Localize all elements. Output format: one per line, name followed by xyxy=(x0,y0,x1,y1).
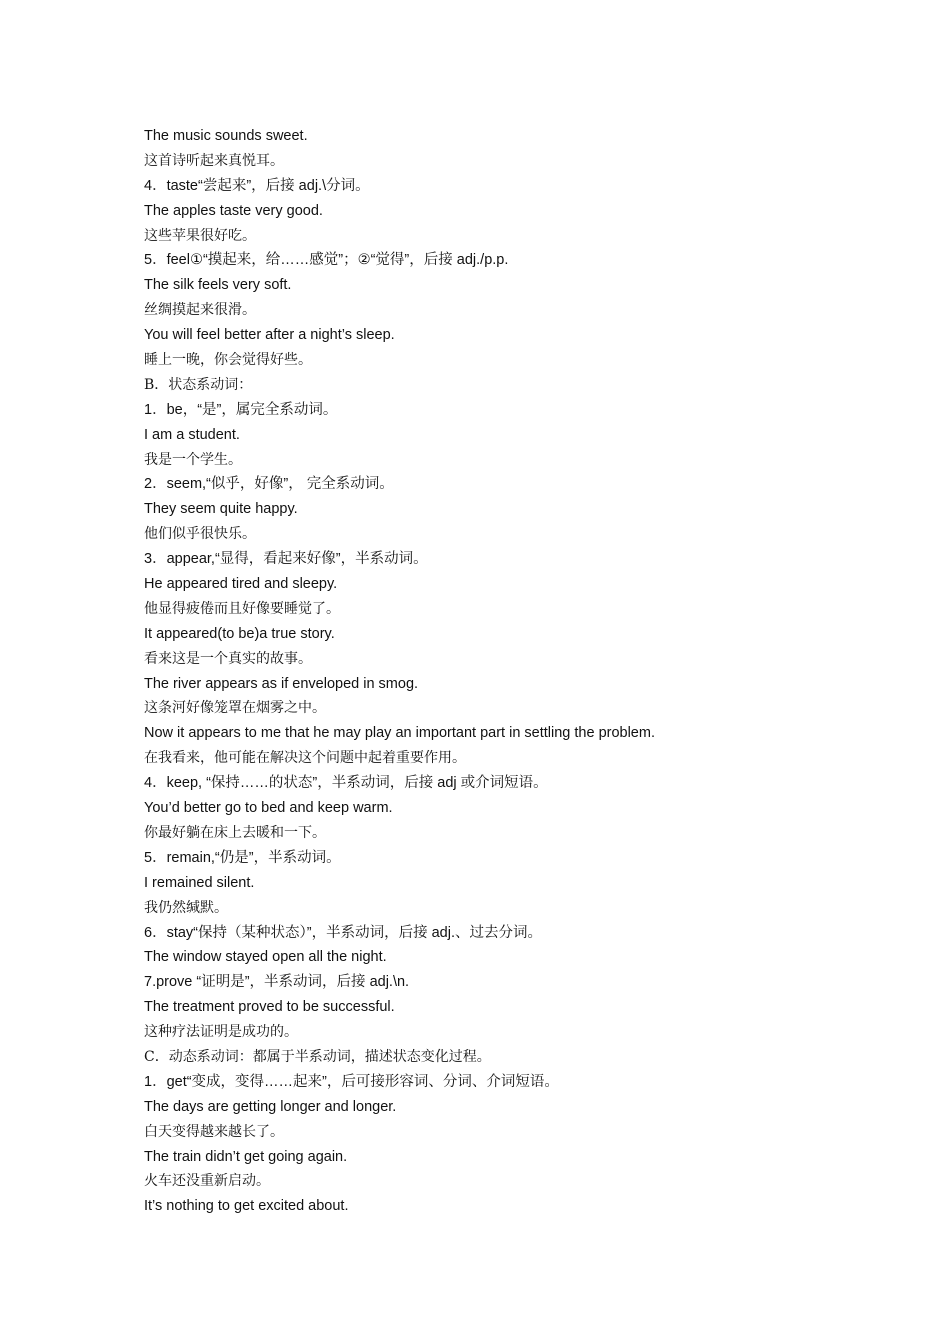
text-line: 5．feel①“摸起来，给……感觉”；②“觉得”，后接 adj./p.p. xyxy=(144,252,509,269)
text-line: The treatment proved to be successful. xyxy=(144,999,395,1016)
text-line: 3．appear,“显得，看起来好像”，半系动词。 xyxy=(144,551,428,568)
text-line: They seem quite happy. xyxy=(144,501,298,518)
text-line: The river appears as if enveloped in smog. xyxy=(144,675,419,692)
text-line: 丝绸摸起来很滑。 xyxy=(144,302,256,319)
text-line: 我仍然缄默。 xyxy=(144,899,228,916)
text-line: C．动态系动词：都属于半系动词，描述状态变化过程。 xyxy=(144,1048,491,1065)
text-line: 4．taste“尝起来”，后接 adj.\分词。 xyxy=(144,177,370,194)
text-line: 这些苹果很好吃。 xyxy=(144,227,256,244)
text-line: 他们似乎很快乐。 xyxy=(144,526,256,543)
text-line: It appeared(to be)a true story. xyxy=(144,625,335,642)
text-line: 在我看来，他可能在解决这个问题中起着重要作用。 xyxy=(144,750,466,767)
text-line: You’d better go to bed and keep warm. xyxy=(144,800,393,817)
text-line: 看来这是一个真实的故事。 xyxy=(144,650,312,667)
document-body xyxy=(144,124,844,1219)
text-line: I remained silent. xyxy=(144,874,255,891)
text-line: 7.prove “证明是”，半系动词，后接 adj.\n. xyxy=(144,974,410,991)
text-line: B．状态系动词： xyxy=(144,376,253,393)
text-line: It’s nothing to get excited about. xyxy=(144,1198,349,1215)
text-line: The apples taste very good. xyxy=(144,202,323,219)
text-line: 6．stay“保持（某种状态）”，半系动词，后接 adj.、过去分词。 xyxy=(144,924,542,941)
text-line: 5．remain,“仍是”，半系动词。 xyxy=(144,849,341,866)
text-line: The window stayed open all the night. xyxy=(144,949,387,966)
text-line: 他显得疲倦而且好像要睡觉了。 xyxy=(144,600,340,617)
text-line: 1．get“变成，变得……起来”，后可接形容词、分词、介词短语。 xyxy=(144,1073,559,1090)
text-line: 2．seem,“似乎，好像”， 完全系动词。 xyxy=(144,476,394,493)
text-line: 你最好躺在床上去暖和一下。 xyxy=(144,824,326,841)
text-line: 火车还没重新启动。 xyxy=(144,1173,270,1190)
text-line: 睡上一晚，你会觉得好些。 xyxy=(144,352,312,369)
text-line: 1．be，“是”，属完全系动词。 xyxy=(144,401,338,418)
text-line: 这条河好像笼罩在烟雾之中。 xyxy=(144,700,326,717)
text-line: 白天变得越来越长了。 xyxy=(144,1123,284,1140)
text-line: 4．keep, “保持……的状态”，半系动词，后接 adj 或介词短语。 xyxy=(144,775,548,792)
text-line: I am a student. xyxy=(144,426,240,443)
text-line: The train didn’t get going again. xyxy=(144,1148,348,1165)
text-line: 这首诗听起来真悦耳。 xyxy=(144,152,284,169)
text-line: Now it appears to me that he may play an important part in settling the problem. xyxy=(144,725,655,742)
text-line: The music sounds sweet. xyxy=(144,128,308,144)
text-line: The days are getting longer and longer. xyxy=(144,1098,397,1115)
text-line: You will feel better after a night’s sleep. xyxy=(144,327,395,344)
text-line: 我是一个学生。 xyxy=(144,451,242,468)
text-line: 这种疗法证明是成功的。 xyxy=(144,1024,298,1041)
text-line: He appeared tired and sleepy. xyxy=(144,576,338,593)
text-line: The silk feels very soft. xyxy=(144,277,292,294)
